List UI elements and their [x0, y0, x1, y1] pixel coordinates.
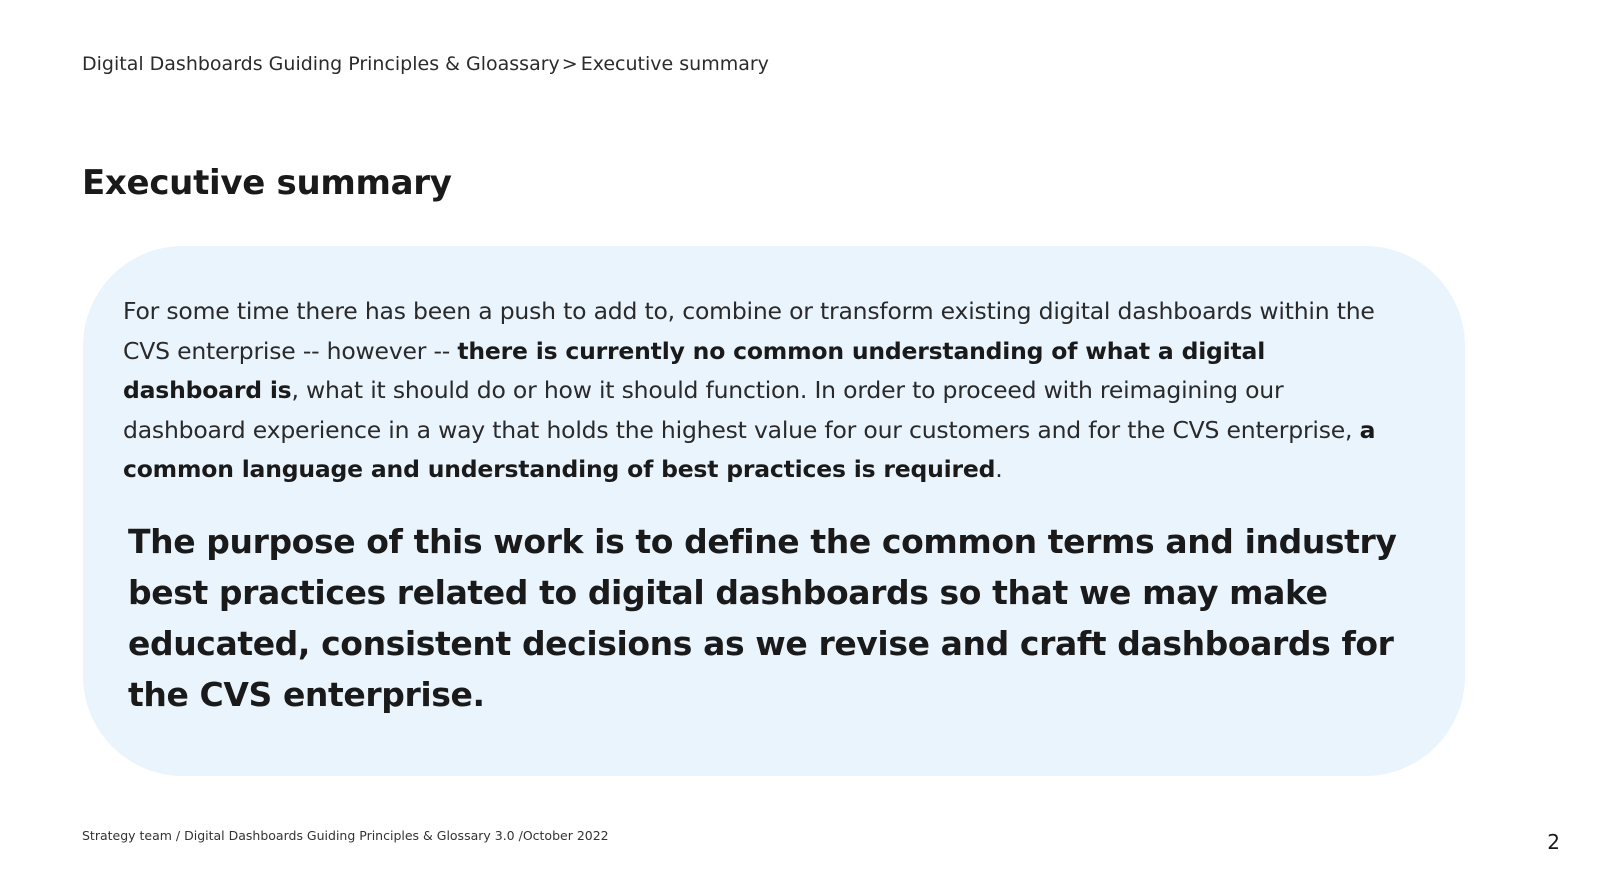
- intro-paragraph: [123, 292, 1383, 490]
- purpose-statement: The purpose of this work is to define the common terms and industry best practices related to digital dashboards so that we may make educated, consistent decisions as we revise and craft dashboards for the CVS enterprise.: [128, 522, 1397, 714]
- breadcrumb-separator: >: [561, 53, 578, 75]
- breadcrumb-parent[interactable]: Digital Dashboards Guiding Principles & Gloassary: [82, 53, 560, 75]
- breadcrumb-current: Executive summary: [580, 53, 769, 75]
- intro-text-1: For some time there has been a push to add to, combine or transform existing digital dashboards within the CVS enterprise -- however --: [123, 297, 1375, 365]
- intro-text-2: , what it should do or how it should function. In order to proceed with reimagining our dashboard experience in a way that holds the highest value for our customers and for the CVS enterprise,: [123, 376, 1360, 444]
- summary-card: [83, 246, 1465, 776]
- page-title: Executive summary: [82, 163, 452, 203]
- page-number: 2: [1547, 830, 1560, 854]
- intro-emphasis-1: there is currently no common understanding of what a digital dashboard is: [123, 336, 1266, 404]
- intro-text-3: .: [995, 455, 1003, 483]
- footer-text: Strategy team / Digital Dashboards Guiding Principles & Glossary 3.0 /October 2022: [82, 828, 609, 843]
- breadcrumb: [82, 53, 769, 75]
- intro-emphasis-2: a common language and understanding of best practices is required: [123, 415, 1376, 483]
